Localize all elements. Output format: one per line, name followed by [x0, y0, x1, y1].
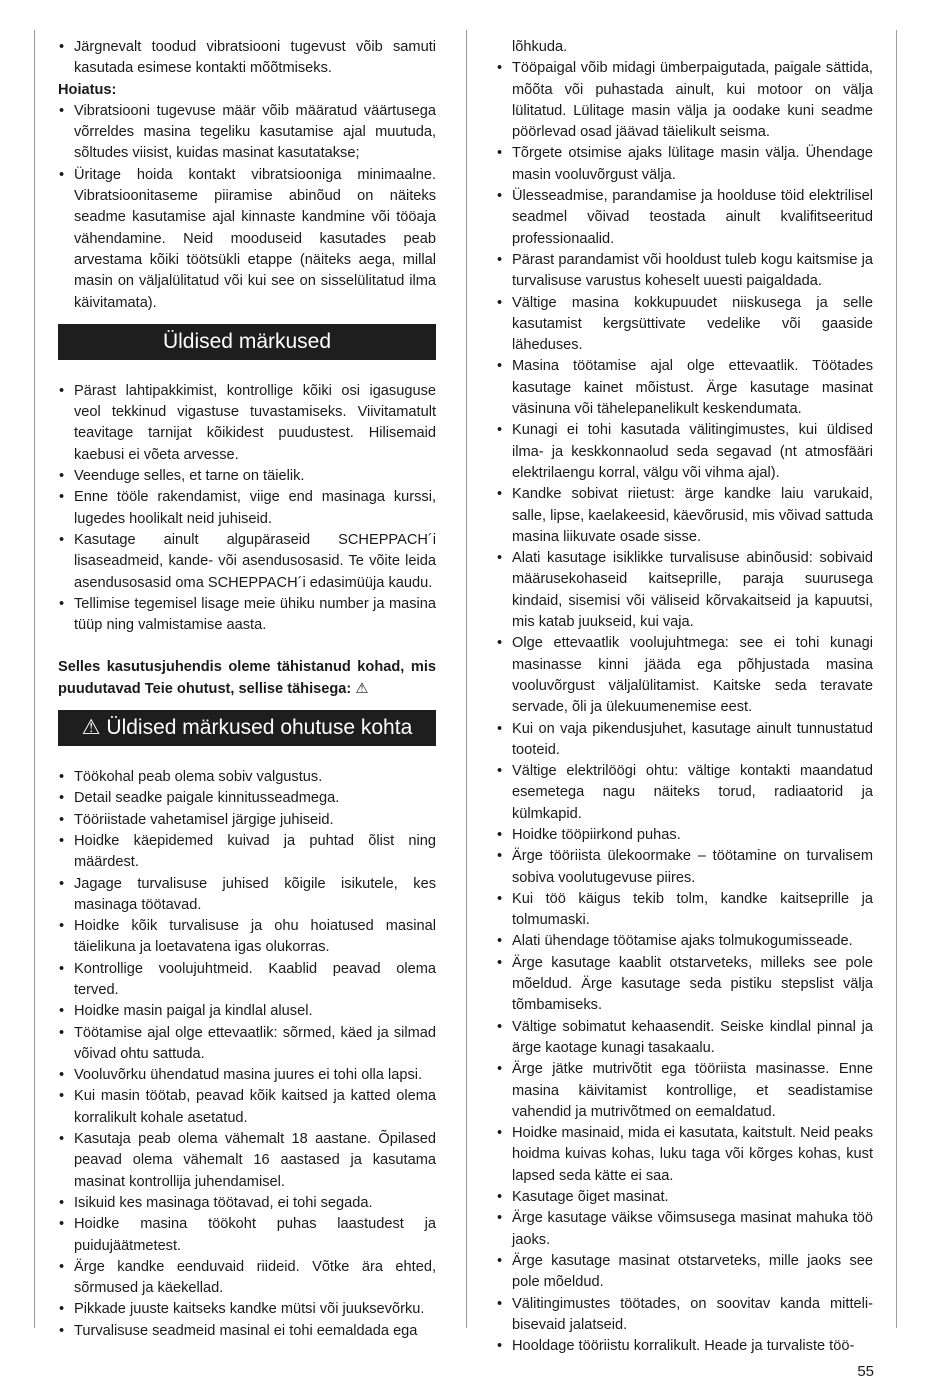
list-item: • Ärge kandke eenduvaid riideid. Võtke ära ehted, sõrmused ja käekellad.: [58, 1257, 436, 1300]
list-item: • Töötamise ajal olge ettevaatlik: sõrmed, käed ja silmad võivad ohtu sattuda.: [58, 1023, 436, 1066]
list-item: • Hoidke masin paigal ja kindlal alusel.: [58, 1001, 436, 1022]
list-item: • Välitingimustes töötades, on soovitav kanda mittelibisevaid jalatseid.: [496, 1294, 873, 1337]
list-item: • Turvalisuse seadmeid masinal ei tohi eemaldada ega: [58, 1321, 436, 1342]
list-item: • Hoidke masinaid, mida ei kasutata, kaitstult. Neid peaks hoidma kuivas kohas, luku taga või kõrges kohas, kust lapsed seda kätte ei saa.: [496, 1123, 873, 1187]
left-margin-rule: [34, 30, 35, 1328]
list-item: • Hooldage tööriistu korralikult. Heade ja turvaliste töö-: [496, 1336, 873, 1357]
list-item: • Ärge tööriista ülekoormake – töötamine on turvalisem sobiva voolutugevuse piires.: [496, 846, 873, 889]
list-item: • Vooluvõrku ühendatud masina juures ei tohi olla lapsi.: [58, 1065, 436, 1086]
list-item: • Masina töötamise ajal olge ettevaatlik. Töötades kasutage kainet mõistust. Ärge kasutage masinat väsinuna või tähelepanelikult keskendumata.: [496, 356, 873, 420]
safety-notes-list-continued: [496, 58, 873, 1357]
general-notes-list: [58, 381, 436, 637]
list-item: • Kui töö käigus tekib tolm, kandke kaitseprille ja tolmumaski.: [496, 889, 873, 932]
right-margin-rule: [896, 30, 897, 1328]
list-item: • Hoidke tööpiirkond puhas.: [496, 825, 873, 846]
list-item: • Pärast parandamist või hooldust tuleb kogu kaitsmise ja turvalisuse varustus koheselt uuesti paigaldada.: [496, 250, 873, 293]
safety-heading-text: Üldised märkused ohutuse kohta: [106, 716, 413, 740]
list-item: • Kui on vaja pikendusjuhet, kasutage ainult tunnustatud tooteid.: [496, 719, 873, 762]
list-item: • Järgnevalt toodud vibratsiooni tugevust võib samuti kasutada esimese kontakti mõõtmiseks.: [58, 37, 436, 80]
list-item: • Kandke sobivat riietust: ärge kandke laiu varukaid, salle, lipse, kaelakeesid, käevõrusid, mis võivad sattuda masina liikuvate osade sisse.: [496, 484, 873, 548]
list-item: • Hoidke kõik turvalisuse ja ohu hoiatused masinal täielikuna ja loetavatena igas olukorras.: [58, 916, 436, 959]
list-item: • Tellimise tegemisel lisage meie ühiku number ja masina tüüp ning valmistamise aasta.: [58, 594, 436, 637]
list-item: • Detail seadke paigale kinnitusseadmega.: [58, 788, 436, 809]
continued-text: lõhkuda.: [512, 39, 568, 55]
list-item: • Ülesseadmise, parandamise ja hoolduse töid elektrilisel seadmel võivad teostada ainult kvalifitseeritud professionaalid.: [496, 186, 873, 250]
warning-triangle-icon: ⚠: [81, 716, 101, 740]
left-column: [58, 37, 436, 1342]
list-item: • Ärge kasutage kaablit otstarveteks, milleks see pole mõeldud. Ärge kasutage seda pistiku stepslist välja tõmbamiseks.: [496, 953, 873, 1017]
list-item: • Vältige elektrilöögi ohtu: vältige kontakti maandatud esemetega nagu näiteks torud, radiaatorid ja külmkapid.: [496, 761, 873, 825]
safety-marking-text: Selles kasutusjuhendis oleme tähistanud kohad, mis puudutavad Teie ohutust, sellise tähisega:: [58, 659, 436, 697]
list-item: • Kui masin töötab, peavad kõik kaitsed ja katted olema korralikult kohale asetatud.: [58, 1086, 436, 1129]
section-heading-general-notes: Üldised märkused: [58, 324, 436, 360]
safety-notes-list: [58, 767, 436, 1342]
caution-list: [58, 101, 436, 314]
list-item: • Kontrollige voolujuhtmeid. Kaablid peavad olema terved.: [58, 959, 436, 1002]
list-item: • Isikuid kes masinaga töötavad, ei tohi segada.: [58, 1193, 436, 1214]
vibration-intro-list: [58, 37, 436, 80]
warning-triangle-icon: ⚠: [355, 680, 369, 697]
list-item: • Tööpaigal võib midagi ümberpaigutada, paigale sättida, mõõta või puhastada ainult, kui motoor on välja lülitatud. Lülitage masin välja ja oodake kuni seadme pöörlevad osad jäävad täielikult seisma.: [496, 58, 873, 143]
list-item: • Pikkade juuste kaitseks kandke mütsi või juuksevõrku.: [58, 1299, 436, 1320]
list-item: • Üritage hoida kontakt vibratsiooniga minimaalne. Vibratsioonitaseme piiramise abinõud on näiteks seadme kasutamise ajal kinnaste kandmine või tööaja vähendamine. Neid mooduseid kasutades peab arvestama kõiki töötsükli etappe (näiteks aega, millal masin on väljalülitatud või kui see on sisselülitatud ilma käivitamata).: [58, 165, 436, 314]
list-item: • Vältige masina kokkupuudet niiskusega ja selle kasutamist kergsüttivate vedelike või gaaside läheduses.: [496, 293, 873, 357]
section-heading-safety-notes: [58, 710, 436, 746]
list-item: • Kasutage ainult algupäraseid SCHEPPACH´i lisaseadmeid, kande- või asendusosasid. Te võite leida asendusosasid oma SCHEPPACH´i edasimüüja kaudu.: [58, 530, 436, 594]
center-rule: [466, 30, 467, 1328]
list-item: • Olge ettevaatlik voolujuhtmega: see ei tohi kunagi masinasse kinni jääda ega põhjustada masina vooluvõrgust väljalülitamist. Kaitske seda teravate servade, õli ja ülekuumenemise eest.: [496, 633, 873, 718]
list-item: • Vältige sobimatut kehaasendit. Seiske kindlal pinnal ja ärge kaotage kunagi tasakaalu.: [496, 1017, 873, 1060]
page-number: 55: [857, 1363, 874, 1380]
list-item: • Alati kasutage isiklikke turvalisuse abinõusid: sobivaid määrusekohaseid kaitseprille, paraja suurusega kindaid, sisemisi või väliseid kõrvakaitseid ja kapuutsi, mis katab juukseid, kui vaja.: [496, 548, 873, 633]
list-item: • Alati ühendage töötamise ajaks tolmukogumisseade.: [496, 931, 873, 952]
list-item: • Pärast lahtipakkimist, kontrollige kõiki osi igasuguse veol tekkinud vigastuse tuvastamiseks. Viivitamatult teavitage tarnijat kõikidest puudustest. Hilisemaid kaebusi ei võeta arvesse.: [58, 381, 436, 466]
list-item: • Kasutaja peab olema vähemalt 18 aastane. Õpilased peavad olema vähemalt 16 aastased ja kasutama masinat kontrollija juhendamisel.: [58, 1129, 436, 1193]
list-item: • Veenduge selles, et tarne on täielik.: [58, 466, 436, 487]
list-item: • Ärge kasutage masinat otstarveteks, mille jaoks see pole mõeldud.: [496, 1251, 873, 1294]
list-item: • Enne tööle rakendamist, viige end masinaga kurssi, lugedes hoolikalt neid juhiseid.: [58, 487, 436, 530]
list-item: • Tööriistade vahetamisel järgige juhiseid.: [58, 810, 436, 831]
list-item: • Jagage turvalisuse juhised kõigile isikutele, kes masinaga töötavad.: [58, 874, 436, 917]
list-item: • Kasutage õiget masinat.: [496, 1187, 873, 1208]
caution-label: Hoiatus:: [58, 81, 117, 98]
list-item: • Hoidke masina töökoht puhas laastudest ja puidujäätmetest.: [58, 1214, 436, 1257]
right-column: [496, 37, 873, 1357]
safety-marking-note: [58, 657, 436, 700]
list-item: • Ärge jätke mutrivõtit ega tööriista masinasse. Enne masina käivitamist kontrollige, et seadistamise vahendid ja mutrivõtmed on eemaldatud.: [496, 1059, 873, 1123]
list-item: • Tõrgete otsimise ajaks lülitage masin välja. Ühendage masin vooluvõrgust välja.: [496, 143, 873, 186]
list-item: • Hoidke käepidemed kuivad ja puhtad õlist ning määrdest.: [58, 831, 436, 874]
list-item: • Vibratsiooni tugevuse määr võib määratud väärtusega võrreldes masina tegeliku kasutamise ajal muutuda, sõltudes viisist, kuidas masinat kasutatakse;: [58, 101, 436, 165]
list-item: • Kunagi ei tohi kasutada välitingimustes, kui üldised ilma- ja keskkonnaolud seda segavad (nt atmosfääri elektrilaengu korral, välgu või vihma ajal).: [496, 420, 873, 484]
list-item: • Töökohal peab olema sobiv valgustus.: [58, 767, 436, 788]
list-item: • Ärge kasutage väikse võimsusega masinat mahuka töö jaoks.: [496, 1208, 873, 1251]
